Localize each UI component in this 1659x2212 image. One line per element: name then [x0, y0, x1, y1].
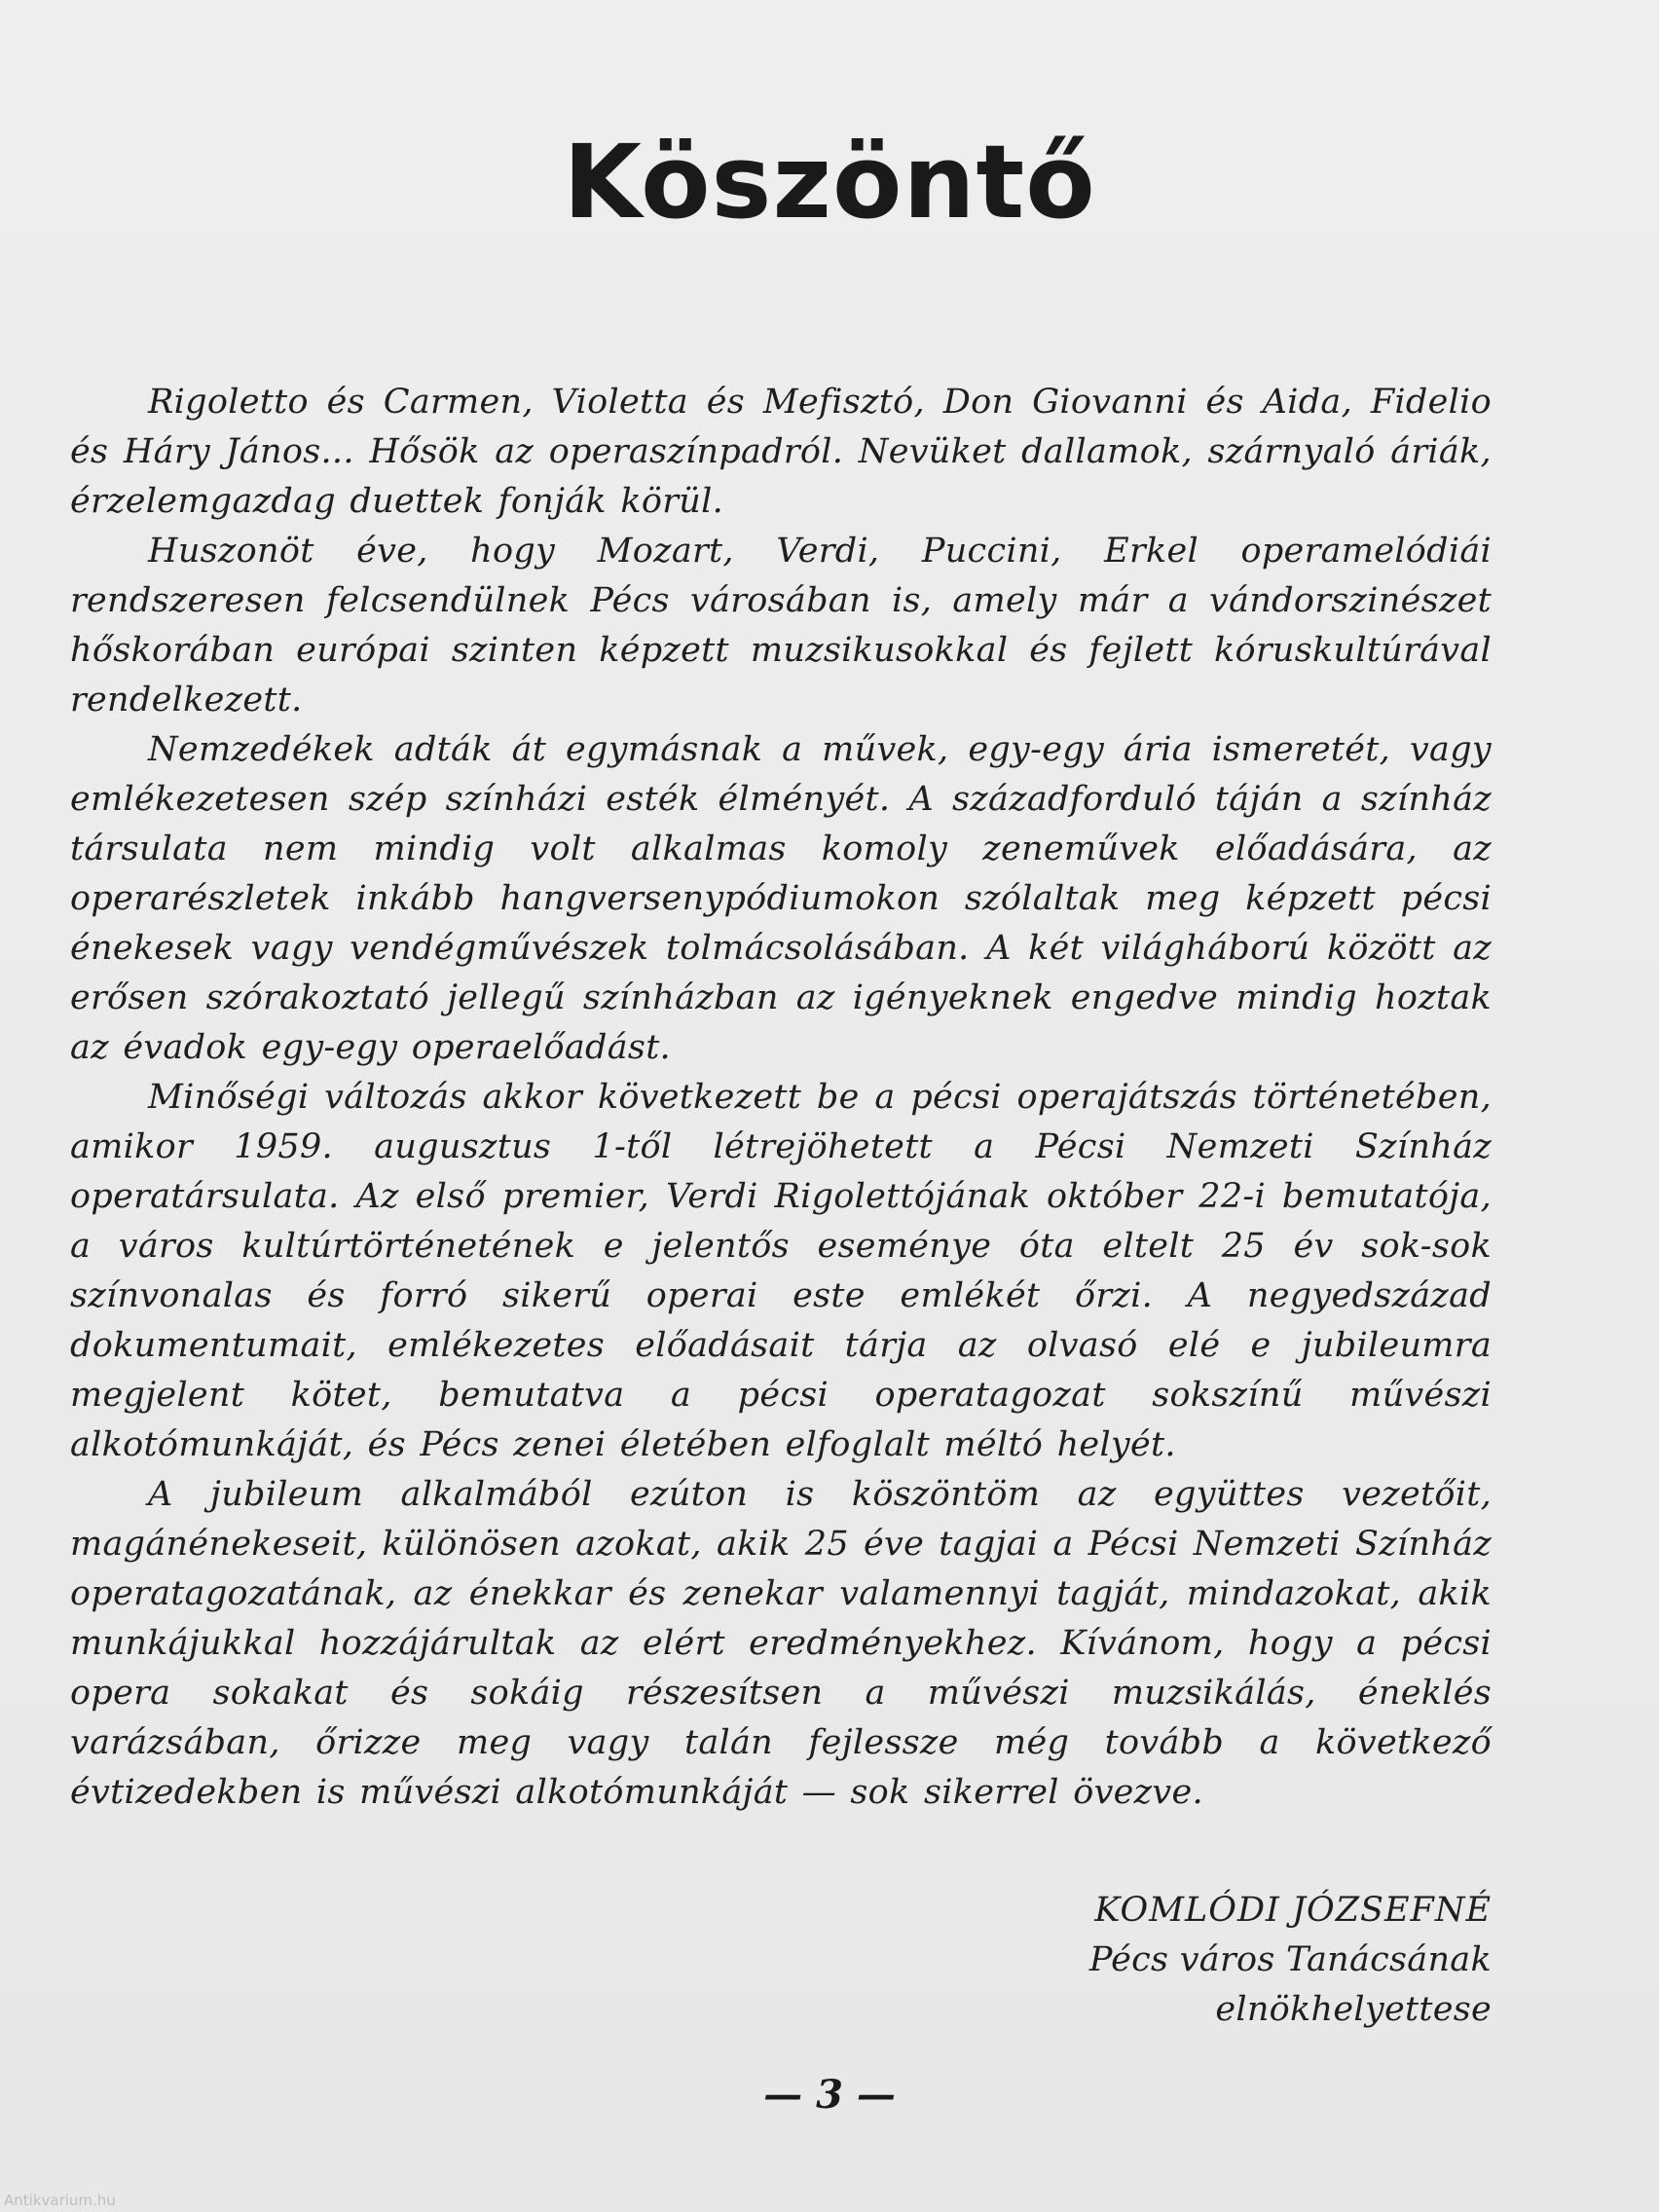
paragraph-5: A jubileum alkalmából ezúton is köszöntöm az együttes vezetőit, magánénekeseit, különösen azokat, akik 25 éve tagjai a Pécsi Nemzeti Színház operatagozatának, az énekkar és zenekar valamennyi tagját, mindazokat, akik munkájukkal hozzájárultak az elért eredményekhez. Kívánom, hogy a pécsi opera sokakat és sokáig részesítsen a művészi muzsikálás, éneklés varázsában, őrizze meg vagy talán fejlessze még tovább a következő évtizedekben is művészi alkotómunkáját — sok sikerrel övezve. — [70, 1475, 1492, 1812]
paragraph-3: Nemzedékek adták át egymásnak a művek, egy-egy ária ismeretét, vagy emlékezetesen szép színházi esték élményét. A századforduló táján a színház társulata nem mindig volt alkalmas komoly zeneművek előadására, az operarészletek inkább hangversenypódiumokon szólaltak meg képzett pécsi énekesek vagy vendégművészek tolmácsolásában. A két világháború között az erősen szórakoztató jellegű színházban az igényeknek engedve mindig hoztak az évadok egy-egy operaelőadást. — [70, 730, 1492, 1067]
watermark: Antikvarium.hu — [4, 2192, 116, 2209]
signature-name: KOMLÓDI JÓZSEFNÉ — [1094, 1891, 1492, 1930]
signature-title-line-2: elnökhelyettese — [1215, 1990, 1492, 2029]
paragraph-4: Minőségi változás akkor következett be a pécsi operajátszás történetében, amikor 1959. augusztus 1-től létrejöhetett a Pécsi Nemzeti Színház operatársulata. Az első premier, Verdi Rigolettójának október 22-i bemutatója, a város kultúrtörténetének e jelentős eseménye óta eltelt 25 év sok-sok színvonalas és forró sikerű operai este emlékét őrzi. A negyedszázad dokumentumait, emlékezetes előadásait tárja az olvasó elé e jubileumra megjelent kötet, bemutatva a pécsi operatagozat sokszínű művészi alkotómunkáját, és Pécs zenei életében elfoglalt méltó helyét. — [70, 1078, 1492, 1464]
page-number: — 3 — — [763, 2072, 896, 2118]
page-title: Köszöntő — [563, 123, 1096, 241]
signature-title-line-1: Pécs város Tanácsának — [1088, 1940, 1492, 1979]
signature-block — [1089, 1886, 1492, 2035]
paragraph-2: Huszonöt éve, hogy Mozart, Verdi, Puccini, Erkel operamelódiái rendszeresen felcsendülnek Pécs városában is, amely már a vándorszinészet hőskorában európai szinten képzett muzsikusokkal és fejlett kóruskultúrával rendelkezett. — [70, 532, 1492, 719]
body-text — [70, 378, 1492, 1818]
paragraph-1: Rigoletto és Carmen, Violetta és Mefisztó, Don Giovanni és Aida, Fidelio és Háry János... Hősök az operaszínpadról. Nevüket dallamok, szárnyaló áriák, érzelemgazdag duettek fonják körül. — [70, 383, 1492, 521]
